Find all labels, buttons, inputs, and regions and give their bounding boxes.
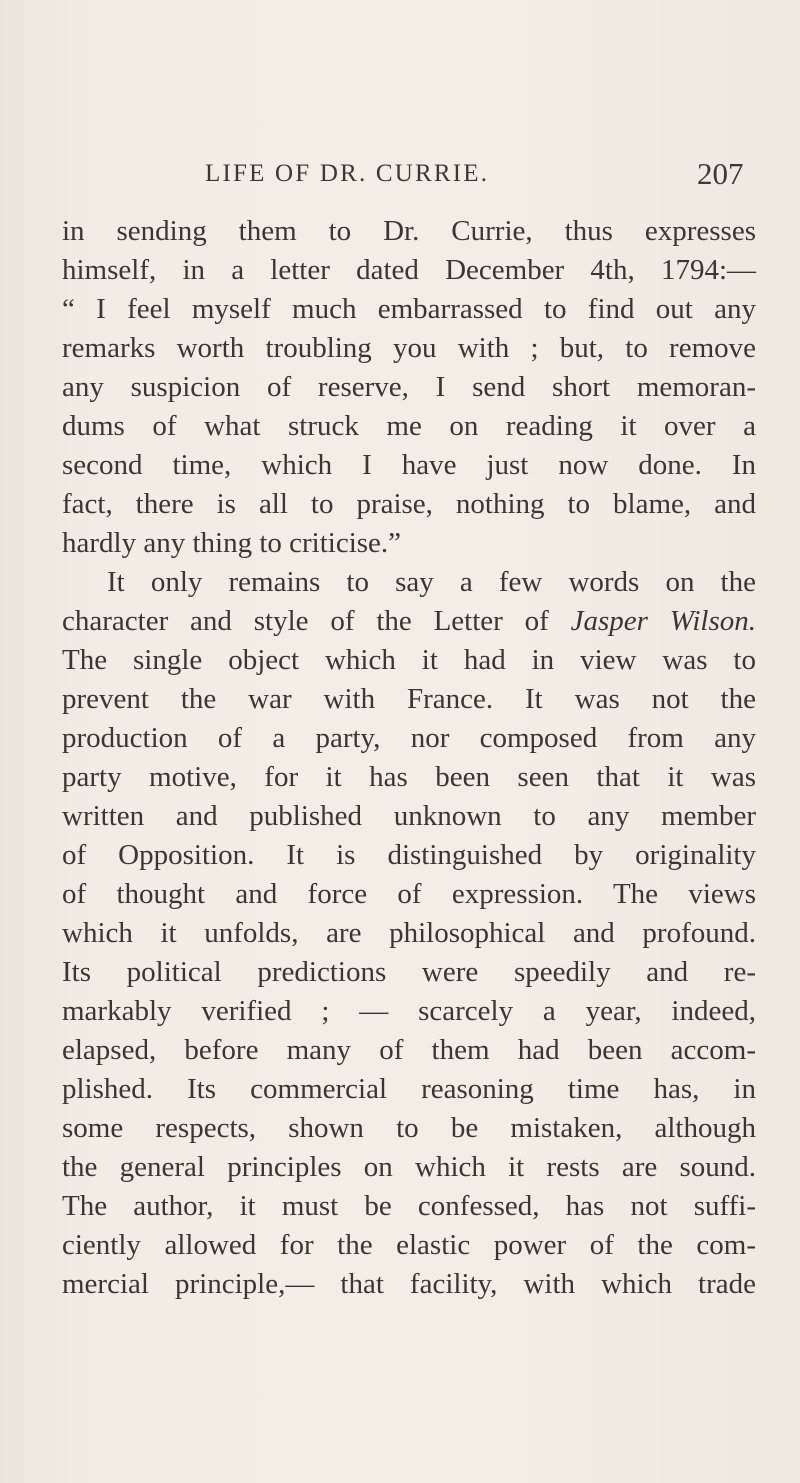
text-line: some respects, shown to be mistaken, although [62, 1112, 756, 1144]
text-line: the general principles on which it rests are sound. [62, 1151, 756, 1183]
text-line: written and published unknown to any member [62, 800, 756, 832]
text-line: party motive, for it has been seen that it was [62, 761, 756, 793]
text-line: dums of what struck me on reading it over a [62, 410, 756, 442]
text-line: in sending them to Dr. Currie, thus expresses [62, 215, 756, 247]
text-line-fragment: character and style of the Letter of [62, 605, 571, 637]
text-line: production of a party, nor composed from any [62, 722, 756, 754]
text-line: Its political predictions were speedily and re- [62, 956, 756, 988]
text-line: markably verified ; — scarcely a year, indeed, [62, 995, 756, 1027]
text-line: It only remains to say a few words on the [107, 566, 756, 598]
italic-title: Jasper Wilson. [570, 605, 756, 637]
text-line: ciently allowed for the elastic power of the com- [62, 1229, 756, 1261]
text-line: hardly any thing to criticise.” [62, 527, 402, 559]
text-line: which it unfolds, are philosophical and profound. [62, 917, 756, 949]
text-line: of Opposition. It is distinguished by originality [62, 839, 756, 871]
text-line: elapsed, before many of them had been accom- [62, 1034, 756, 1066]
text-line: fact, there is all to praise, nothing to blame, and [62, 488, 756, 520]
page-header [0, 156, 800, 200]
text-line-with-italic [62, 602, 756, 641]
text-line: remarks worth troubling you with ; but, to remove [62, 332, 756, 364]
text-line: second time, which I have just now done. In [62, 449, 756, 481]
text-line: mercial principle,— that facility, with which trade [62, 1268, 756, 1300]
text-line: prevent the war with France. It was not the [62, 683, 756, 715]
text-line: The single object which it had in view was to [62, 644, 756, 676]
body-text [62, 212, 756, 1304]
text-line: of thought and force of expression. The views [62, 878, 756, 910]
text-line: plished. Its commercial reasoning time has, in [62, 1073, 756, 1105]
text-line: “ I feel myself much embarrassed to find out any [62, 293, 756, 325]
text-line: himself, in a letter dated December 4th, 1794:— [62, 254, 756, 286]
text-line: The author, it must be confessed, has not suffi- [62, 1190, 756, 1222]
page-number: 207 [697, 156, 744, 191]
running-title: LIFE OF DR. CURRIE. [205, 160, 490, 187]
text-line: any suspicion of reserve, I send short memoran- [62, 371, 756, 403]
